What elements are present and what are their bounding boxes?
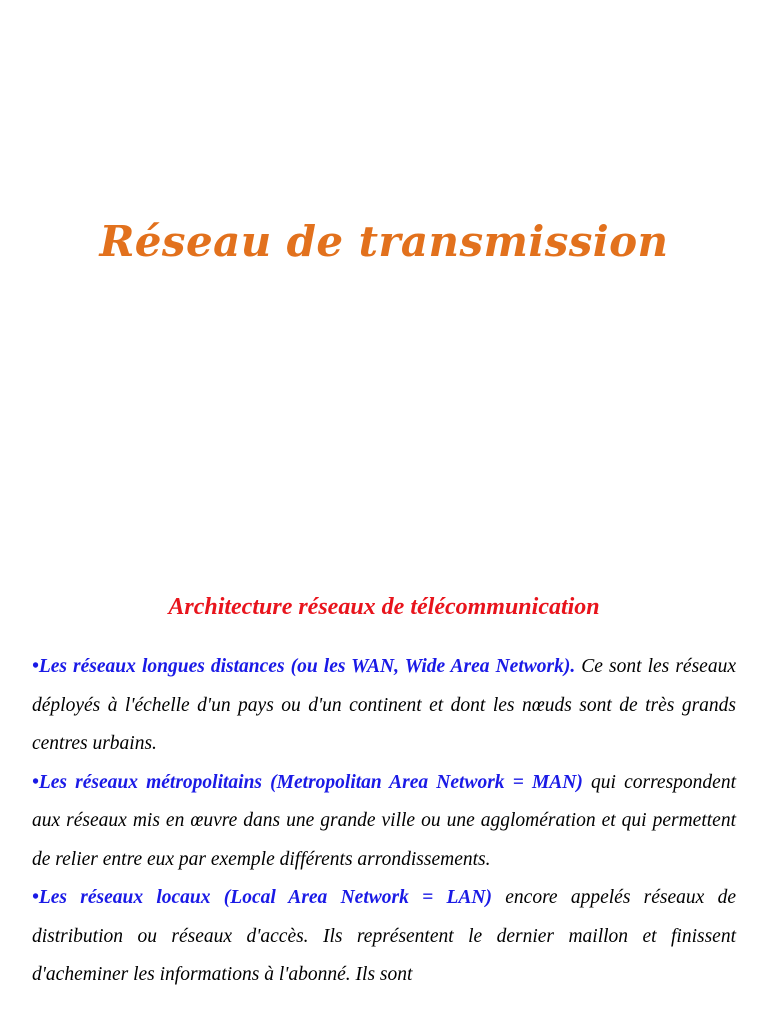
paragraph-wan — [32, 648, 736, 764]
paragraph-text: Ce sont les réseaux déployés à l'échelle d'un pays ou d'un continent et dont les nœuds sont de très grands centres urbains. — [32, 656, 736, 754]
paragraph-lead: •Les réseaux métropolitains (Metropolitan Area Network = MAN) — [32, 771, 583, 793]
slide-title: Réseau de transmission — [99, 217, 669, 266]
paragraph-text: encore appelés réseaux de distribution ou réseaux d'accès. Ils représentent le dernier maillon et finissent d'acheminer les informations à l'abonné. Ils sont — [32, 887, 737, 985]
paragraph-man — [32, 764, 736, 880]
section-heading: Architecture réseaux de télécommunication — [168, 594, 600, 620]
paragraph-text: qui correspondent aux réseaux mis en œuvre dans une grande ville ou une agglomération et qui permettent de relier entre eux par exemple différents arrondissements. — [32, 771, 736, 870]
paragraph-lead: •Les réseaux longues distances (ou les WAN, Wide Area Network). — [32, 656, 576, 677]
body-text — [32, 648, 736, 995]
paragraph-lan — [32, 879, 736, 995]
paragraph-lead: •Les réseaux locaux (Local Area Network = LAN) — [32, 887, 492, 908]
